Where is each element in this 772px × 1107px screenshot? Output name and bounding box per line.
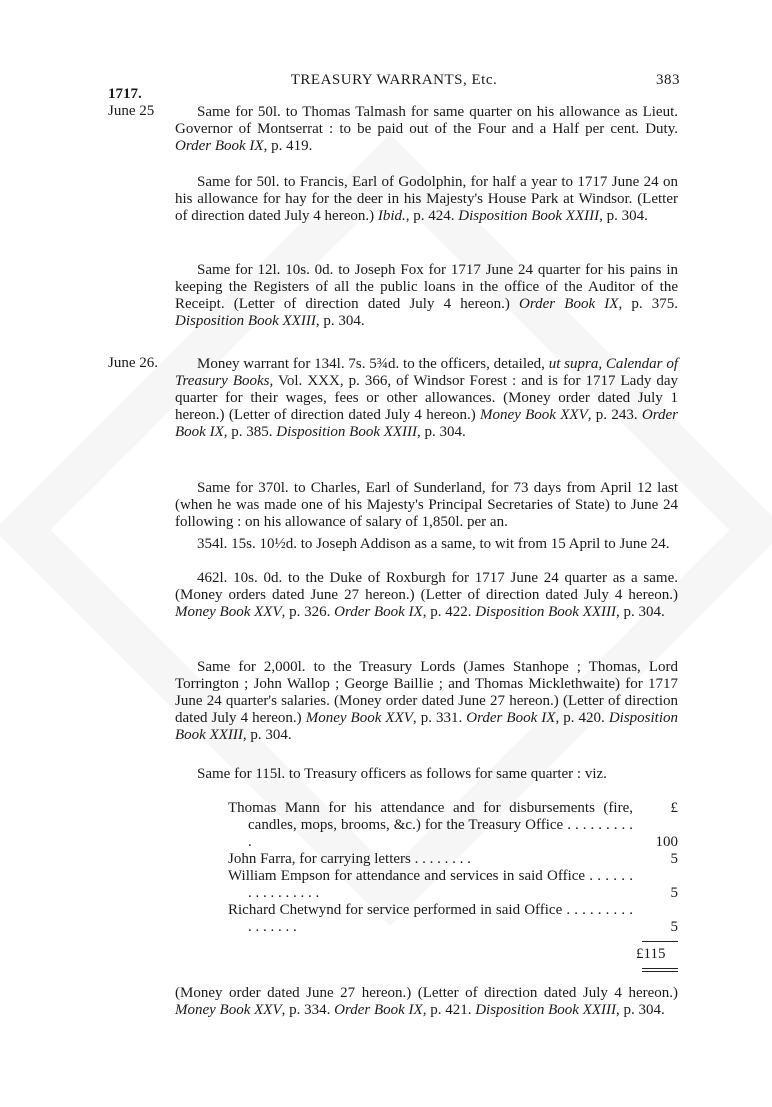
row-amount: 5 bbox=[670, 919, 678, 935]
entry-officers-references bbox=[175, 985, 678, 1019]
date-marker-june-25: June 25 bbox=[108, 103, 155, 119]
entry-text: , p. 422. bbox=[422, 604, 476, 620]
table-total: £115 bbox=[636, 946, 666, 962]
entry-text: Money warrant for 134l. 7s. 5¾d. to the officers, detailed, bbox=[197, 356, 549, 372]
row-description: Thomas Mann for his attendance and for disbursements (fire, candles, mops, brooms, &c.) for the Treasury Office . . . . . . . . . . bbox=[228, 800, 633, 850]
table-row bbox=[228, 851, 678, 868]
entry-text: , p. 243. bbox=[587, 407, 642, 423]
book-reference: Order Book IX bbox=[466, 710, 556, 726]
book-reference: Ibid. bbox=[377, 208, 406, 224]
table-row bbox=[228, 902, 678, 936]
currency-symbol: £ bbox=[670, 800, 678, 816]
book-reference: Disposition Book XXIII bbox=[475, 604, 617, 620]
book-reference: ut supra, Calendar of Treasury Books bbox=[175, 356, 678, 389]
page-number: 383 bbox=[656, 72, 680, 88]
entry-text: Same for 2,000l. to the Treasury Lords (James Stanhope ; Thomas, Lord Torrington ; John Wallop ; George Baillie ; and Thomas Micklethwaite) for 1717 June 24 quarter's salaries. (Money order dated June 27 hereon.) (Letter of direction dated July 4 hereon.) bbox=[175, 659, 678, 726]
date-marker-june-26: June 26. bbox=[108, 355, 158, 371]
book-reference: Order Book IX bbox=[175, 138, 264, 154]
row-description: Richard Chetwynd for service performed in said Office . . . . . . . . . . . . . . . . bbox=[228, 902, 633, 935]
entry-text: 354l. 15s. 10½d. to Joseph Addison as a same, to wit from 15 April to June 24. bbox=[197, 536, 670, 552]
officers-table bbox=[228, 800, 678, 936]
book-reference: Money Book XXV bbox=[175, 604, 282, 620]
book-reference: Order Book IX bbox=[334, 1002, 423, 1018]
entry-text: , p. 304. bbox=[315, 313, 365, 329]
row-amount: 100 bbox=[655, 834, 678, 850]
table-row bbox=[228, 868, 678, 902]
book-reference: Disposition Book XXIII bbox=[458, 208, 600, 224]
page-header bbox=[108, 72, 680, 94]
total-rule bbox=[642, 941, 678, 942]
entry-text: , p. 419. bbox=[263, 138, 313, 154]
entry-text: (Money order dated June 27 hereon.) (Letter of direction dated July 4 hereon.) bbox=[175, 985, 678, 1001]
total-double-rule bbox=[642, 971, 678, 972]
entry-treasury-lords bbox=[175, 659, 678, 744]
entry-text: , p. 304. bbox=[616, 604, 665, 620]
book-reference: Order Book IX bbox=[175, 407, 678, 440]
entry-text: , p. 304. bbox=[599, 208, 648, 224]
entry-text: , p. 424. bbox=[405, 208, 459, 224]
book-reference: Money Book XXV bbox=[305, 710, 413, 726]
book-reference: Money Book XXV bbox=[175, 1002, 282, 1018]
entry-sunderland bbox=[175, 480, 678, 531]
entry-windsor-forest bbox=[175, 356, 678, 441]
row-amount: 5 bbox=[670, 885, 678, 901]
entry-text: , p. 421. bbox=[422, 1002, 476, 1018]
book-reference: Disposition Book XXIII bbox=[276, 424, 418, 440]
entry-godolphin bbox=[175, 174, 678, 225]
entry-text: Same for 370l. to Charles, Earl of Sunderland, for 73 days from April 12 last (when he was made one of his Majesty's Principal Secretaries of State) to June 24 following : on his allowance of salary of 1,850l. per an. bbox=[175, 480, 678, 530]
book-reference: Order Book IX bbox=[334, 604, 423, 620]
entry-text: 462l. 10s. 0d. to the Duke of Roxburgh for 1717 June 24 quarter as a same. (Money orders dated June 27 hereon.) (Letter of direction dated July 4 hereon.) bbox=[175, 570, 678, 603]
entry-text: , p. 304. bbox=[616, 1002, 665, 1018]
year-marker: 1717. bbox=[108, 86, 142, 102]
book-reference: Disposition Book XXIII bbox=[175, 313, 316, 329]
entry-roxburgh bbox=[175, 570, 678, 621]
entry-text: , p. 420. bbox=[555, 710, 609, 726]
entry-talmash bbox=[175, 104, 678, 155]
entry-text: , p. 304. bbox=[417, 424, 466, 440]
entry-text: , p. 334. bbox=[281, 1002, 335, 1018]
entry-text: , p. 331. bbox=[412, 710, 467, 726]
book-reference: Order Book IX bbox=[519, 296, 619, 312]
entry-text: , p. 385. bbox=[223, 424, 277, 440]
table-row bbox=[228, 800, 678, 851]
entry-text: Same for 115l. to Treasury officers as follows for same quarter : viz. bbox=[197, 766, 607, 782]
running-title: TREASURY WARRANTS, Etc. bbox=[290, 72, 498, 88]
total-double-rule bbox=[642, 968, 678, 969]
entry-text: Same for 50l. to Thomas Talmash for same quarter on his allowance as Lieut. Governor of Montserrat : to be paid out of the Four and a Half per cent. Duty. bbox=[175, 104, 678, 137]
entry-text: Same for 50l. to Francis, Earl of Godolphin, for half a year to 1717 June 24 on his allowance for hay for the deer in his Majesty's House Park at Windsor. (Letter of direction dated July 4 hereon.) bbox=[175, 174, 678, 224]
entry-addison bbox=[175, 536, 678, 553]
entry-fox bbox=[175, 262, 678, 330]
entry-treasury-officers bbox=[175, 766, 678, 783]
entry-text: , p. 375. bbox=[618, 296, 679, 312]
book-reference: Disposition Book XXIII bbox=[475, 1002, 617, 1018]
entry-text: Same for 12l. 10s. 0d. to Joseph Fox for 1717 June 24 quarter for his pains in keeping the Registers of all the public loans in the office of the Auditor of the Receipt. (Letter of direction dated July 4 hereon.) bbox=[175, 262, 678, 312]
entry-text: , Vol. XXX, p. 366, of Windsor Forest : and is for 1717 Lady day quarter for their wages, fees or other allowances. (Money order dated July 1 hereon.) (Letter of direction dated July 4 hereon.) bbox=[175, 373, 679, 423]
book-reference: Money Book XXV bbox=[480, 407, 588, 423]
row-description: John Farra, for carrying letters . . . . . . . . bbox=[228, 851, 471, 867]
row-amount: 5 bbox=[670, 851, 678, 867]
entry-text: , p. 304. bbox=[242, 727, 292, 743]
row-description: William Empson for attendance and services in said Office . . . . . . . . . . . . . . . . bbox=[228, 868, 633, 901]
entry-text: , p. 326. bbox=[281, 604, 335, 620]
book-reference: Disposition Book XXIII bbox=[175, 710, 679, 743]
